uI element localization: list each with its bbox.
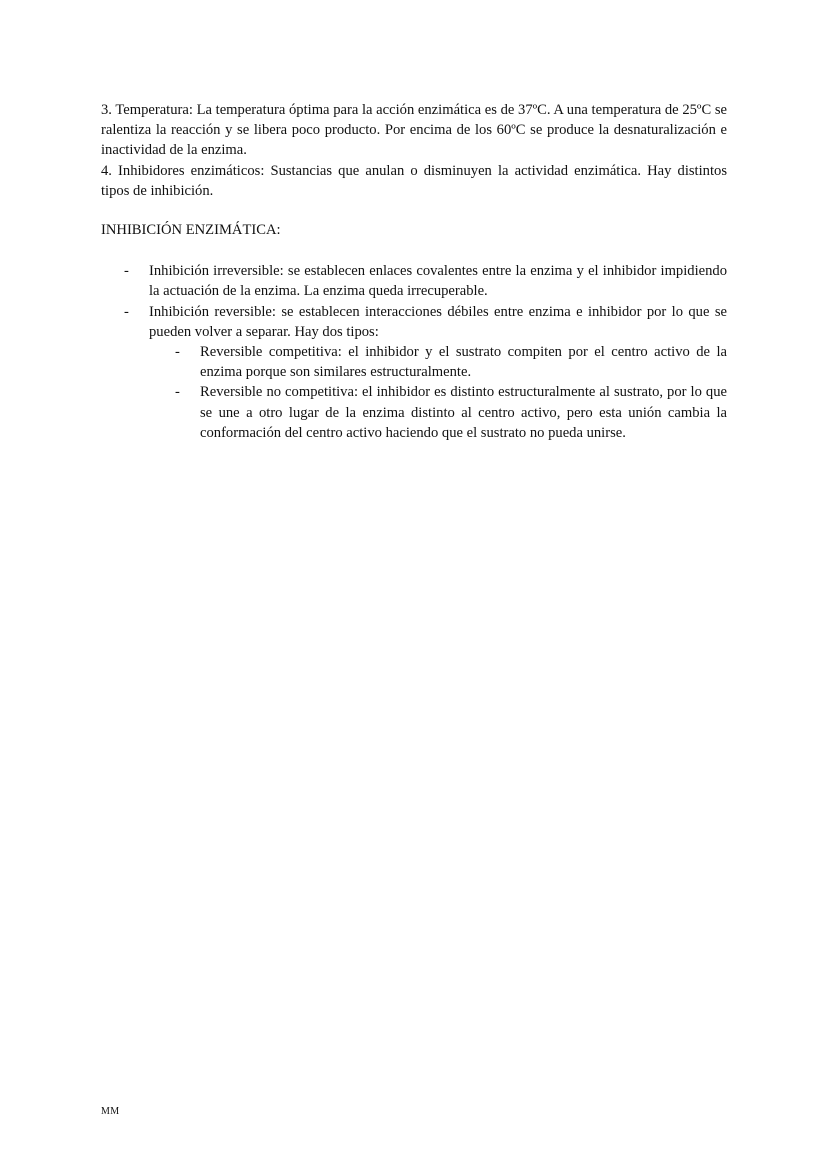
list-item-reversible [101, 302, 727, 443]
sublist-item-text: Reversible competitiva: el inhibidor y el sustrato compiten por el centro activo de la enzima porque son similares estructuralmente. [200, 344, 727, 381]
inhibition-list [101, 261, 727, 443]
bullet-dash: - [175, 384, 180, 401]
sublist-item-competitiva [101, 342, 727, 382]
sublist-item-text: Reversible no competitiva: el inhibidor es distinto estructuralmente al sustrato, por lo que se une a otro lugar de la enzima distinto al centro activo, pero esta unión cambia la conformación del centro activo haciendo que el sustrato no pueda unirse. [200, 384, 727, 441]
document-body [101, 100, 727, 443]
bullet-dash: - [124, 263, 129, 280]
reversible-sublist [149, 342, 727, 443]
list-item-text: Inhibición reversible: se establecen interacciones débiles entre enzima e inhibidor por lo que se pueden volver a separar. Hay dos tipos: [149, 303, 727, 340]
bullet-dash: - [175, 344, 180, 361]
section-heading: INHIBICIÓN ENZIMÁTICA: [101, 222, 281, 239]
page-footer: MM [101, 1106, 120, 1117]
sublist-item-no-competitiva [101, 382, 727, 443]
paragraph-inhibidores: 4. Inhibidores enzimáticos: Sustancias que anulan o disminuyen la actividad enzimática. Hay distintos tipos de inhibición. [101, 162, 727, 199]
bullet-dash: - [124, 303, 129, 320]
paragraph-temperatura: 3. Temperatura: La temperatura óptima para la acción enzimática es de 37ºC. A una temperatura de 25ºC se ralentiza la reacción y se libera poco producto. Por encima de los 60ºC se produce la desnaturalización e inactividad de la enzima. [101, 102, 727, 159]
list-item-irreversible [101, 261, 727, 301]
list-item-text: Inhibición irreversible: se establecen enlaces covalentes entre la enzima y el inhibidor impidiendo la actuación de la enzima. La enzima queda irrecuperable. [149, 263, 727, 300]
